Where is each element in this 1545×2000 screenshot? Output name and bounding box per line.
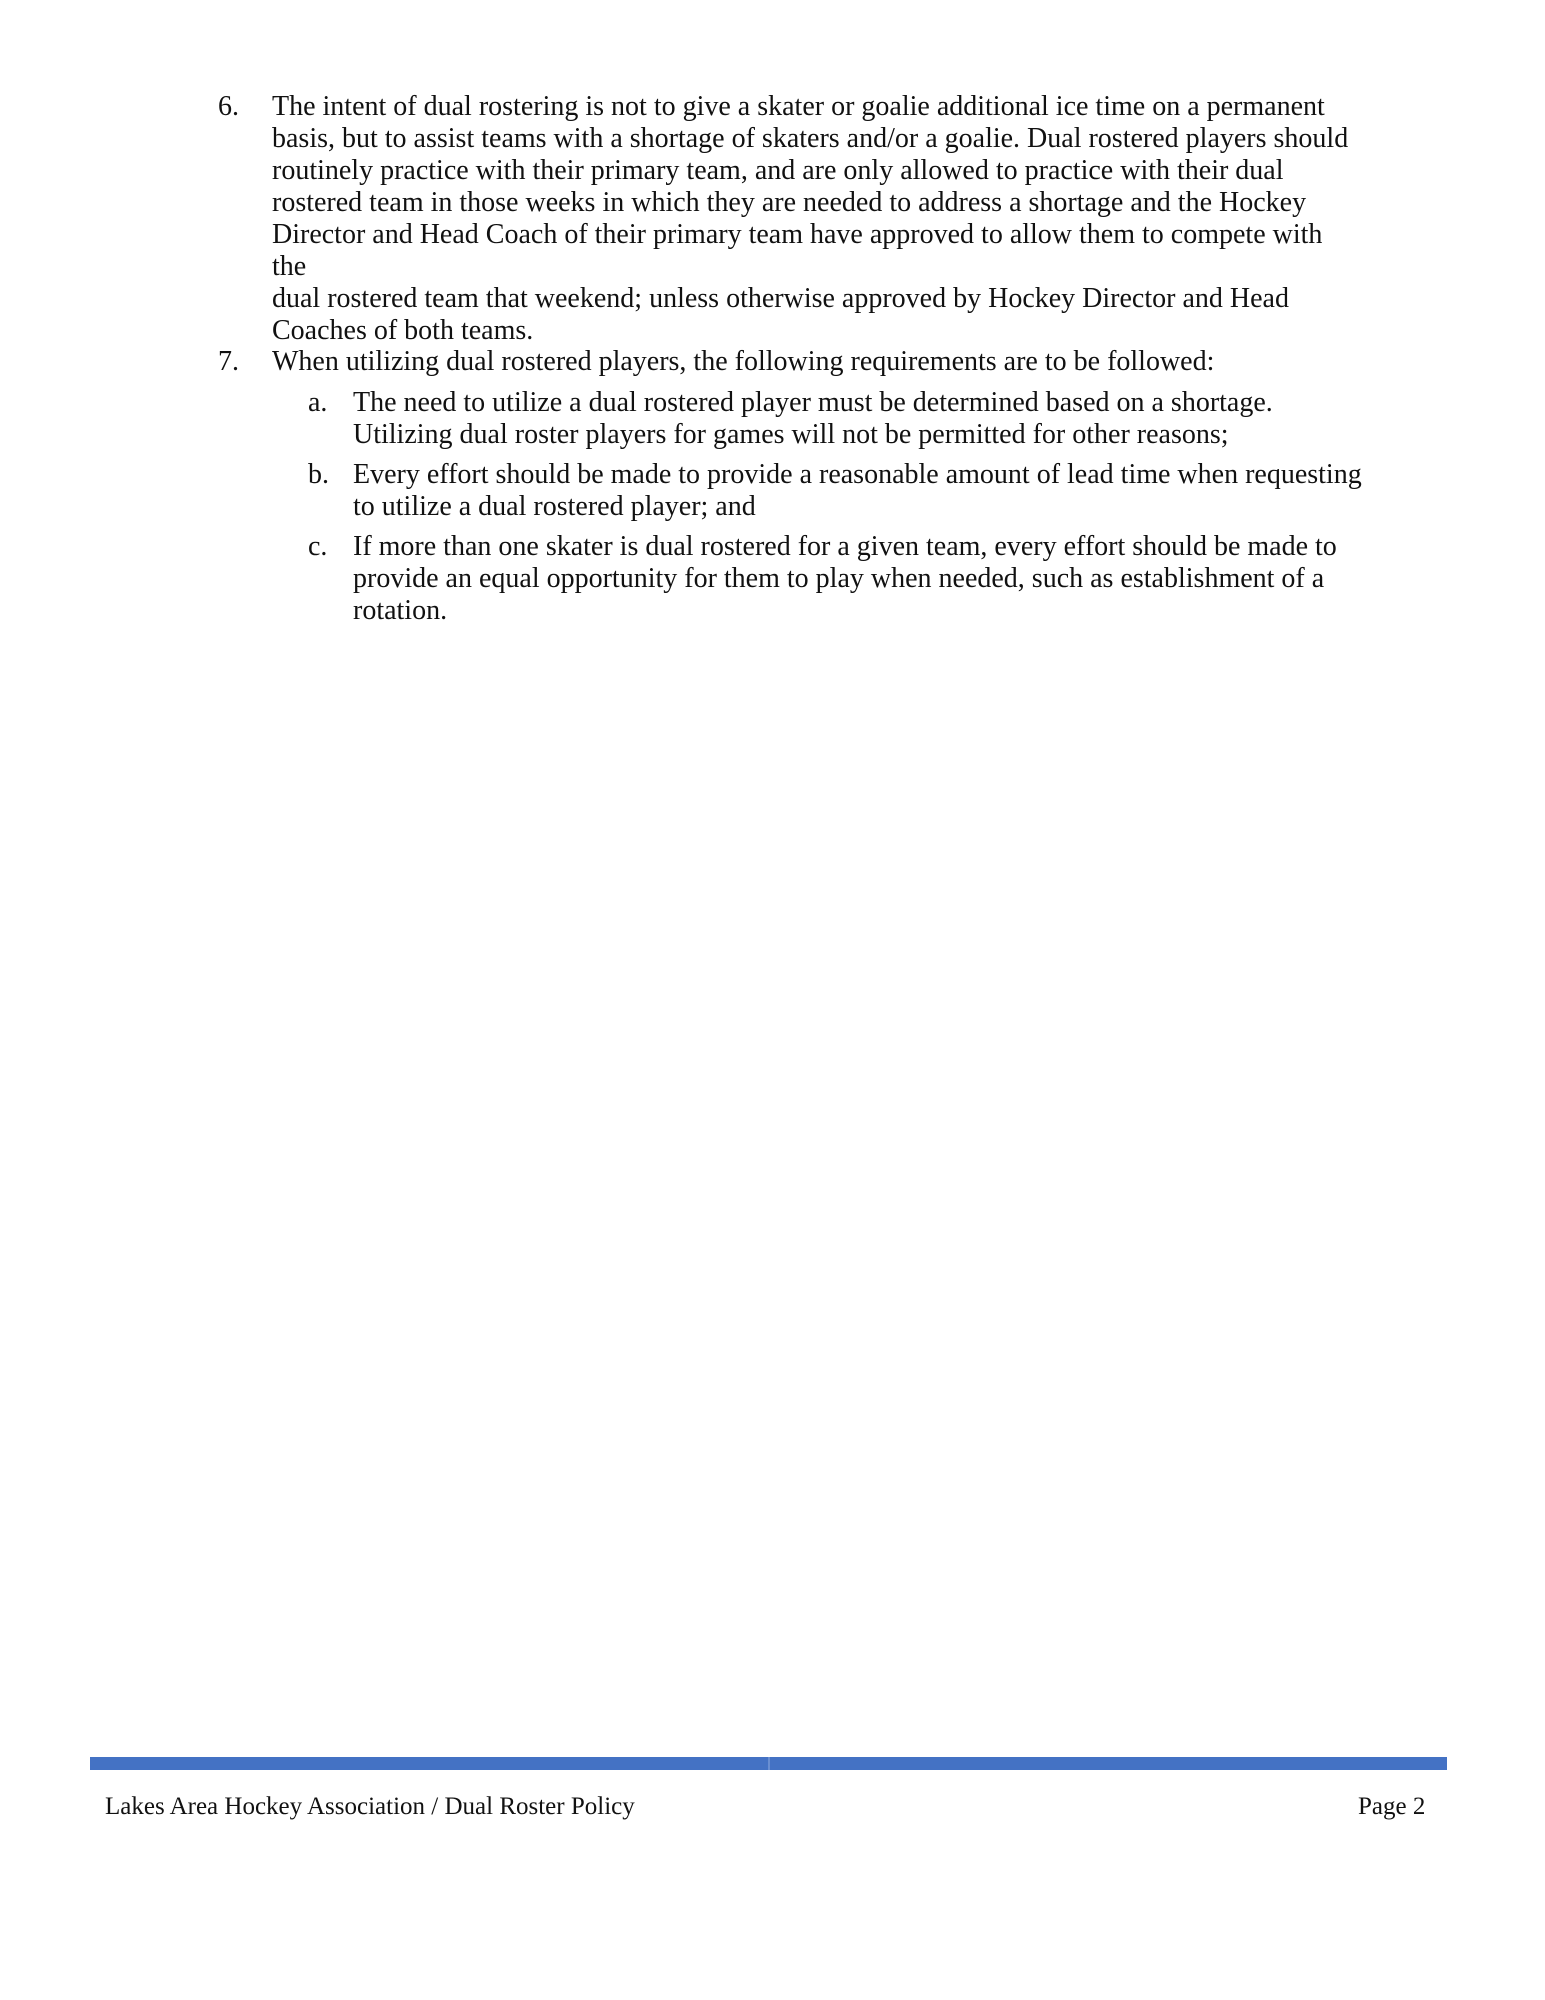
sub-list-letter: b. bbox=[308, 459, 329, 490]
text-line: routinely practice with their primary team, and are only allowed to practice with their dual bbox=[272, 155, 1284, 186]
text-line: rotation. bbox=[353, 595, 448, 626]
footer-document-title: Lakes Area Hockey Association / Dual Roster Policy bbox=[105, 1793, 635, 1820]
sub-list-item-text bbox=[353, 387, 1363, 451]
text-line: When utilizing dual rostered players, the following requirements are to be followed: bbox=[272, 346, 1215, 377]
sub-list-item-text bbox=[353, 459, 1363, 523]
footer-divider-notch bbox=[768, 1757, 770, 1770]
sub-list-letter: c. bbox=[308, 531, 328, 562]
sub-list-letter: a. bbox=[308, 387, 328, 418]
text-line: basis, but to assist teams with a shortage of skaters and/or a goalie. Dual rostered players should bbox=[272, 123, 1349, 154]
list-number: 7. bbox=[218, 346, 239, 377]
text-line: to utilize a dual rostered player; and bbox=[353, 491, 756, 522]
text-line: The intent of dual rostering is not to give a skater or goalie additional ice time on a permanent bbox=[272, 91, 1325, 122]
text-line: Director and Head Coach of their primary team have approved to allow them to compete with the bbox=[272, 219, 1323, 282]
text-line: rostered team in those weeks in which they are needed to address a shortage and the Hockey bbox=[272, 187, 1307, 218]
list-item-text bbox=[272, 346, 1362, 378]
text-line: If more than one skater is dual rostered for a given team, every effort should be made to bbox=[353, 531, 1337, 562]
sub-list-item-text bbox=[353, 531, 1363, 627]
text-line: The need to utilize a dual rostered player must be determined based on a shortage. bbox=[353, 387, 1273, 418]
text-line: Utilizing dual roster players for games will not be permitted for other reasons; bbox=[353, 419, 1229, 450]
text-line: provide an equal opportunity for them to play when needed, such as establishment of a bbox=[353, 563, 1325, 594]
list-number: 6. bbox=[218, 91, 239, 122]
list-item-text bbox=[272, 91, 1362, 347]
text-line: dual rostered team that weekend; unless otherwise approved by Hockey Director and Head bbox=[272, 283, 1289, 314]
text-line: Coaches of both teams. bbox=[272, 315, 534, 346]
text-line: Every effort should be made to provide a reasonable amount of lead time when requesting bbox=[353, 459, 1362, 490]
footer-divider bbox=[90, 1757, 1447, 1770]
footer-page-number: Page 2 bbox=[1358, 1793, 1426, 1820]
